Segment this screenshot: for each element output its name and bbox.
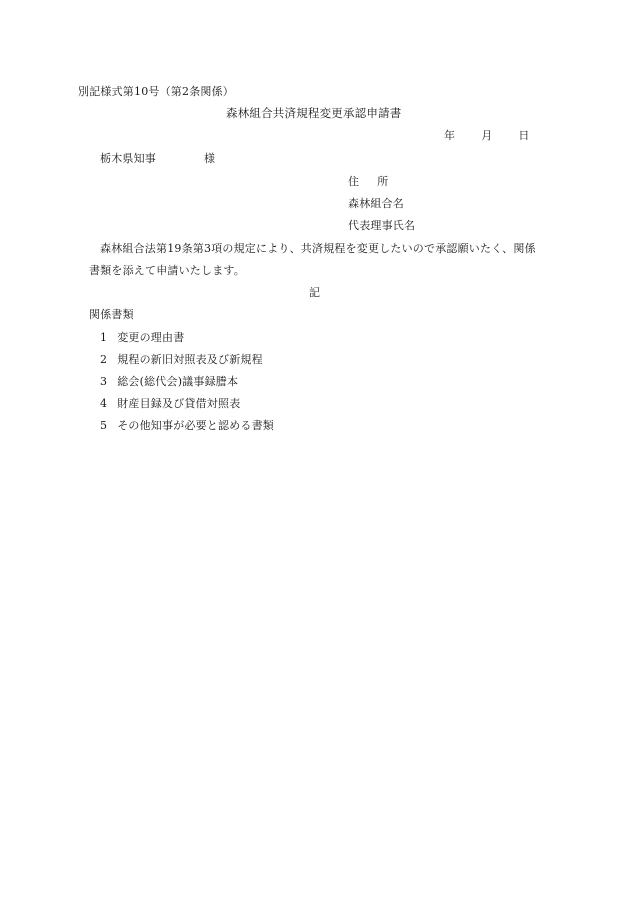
addressee-line: [100, 153, 215, 164]
document-item-number: 5: [100, 419, 108, 432]
applicant-address-label: [348, 176, 388, 187]
body-text-line-1: 森林組合法第19条第3項の規定により、共済規程を変更したいので承認願いたく、関係: [100, 242, 536, 255]
document-item-text: 財産目録及び貸借対照表: [117, 397, 241, 410]
date-month-label: 月: [481, 129, 493, 142]
document-item: [100, 376, 238, 387]
document-item: [100, 398, 240, 409]
applicant-representative-label: 代表理事氏名: [348, 219, 416, 232]
document-item-number: 4: [100, 397, 108, 410]
document-item: [100, 420, 274, 431]
documents-heading: 関係書類: [89, 308, 134, 321]
document-item: [100, 332, 184, 343]
date-year-label: 年: [444, 129, 456, 142]
document-item-text: 変更の理由書: [117, 331, 185, 344]
date-line: [444, 130, 530, 141]
note-heading: 記: [309, 286, 321, 299]
address-label-char-1: 住: [348, 175, 360, 188]
document-item-number: 3: [100, 375, 108, 388]
document-item-text: 規程の新旧対照表及び新規程: [117, 353, 263, 366]
applicant-org-name-label: 森林組合名: [348, 197, 404, 210]
document-item-number: 1: [100, 331, 108, 344]
form-number: 別記様式第10号（第2条関係）: [78, 85, 234, 98]
document-item-text: その他知事が必要と認める書類: [117, 419, 275, 432]
document-title: 森林組合共済規程変更承認申請書: [226, 106, 402, 120]
addressee-honorific: 様: [204, 152, 216, 165]
date-day-label: 日: [518, 129, 530, 142]
body-text-line-2: 書類を添えて申請いたします。: [89, 264, 245, 277]
address-label-char-2: 所: [377, 175, 389, 188]
addressee-name: 栃木県知事: [100, 152, 156, 165]
document-item-number: 2: [100, 353, 108, 366]
document-item-text: 総会(総代会)議事録謄本: [117, 375, 239, 388]
document-item: [100, 354, 263, 365]
